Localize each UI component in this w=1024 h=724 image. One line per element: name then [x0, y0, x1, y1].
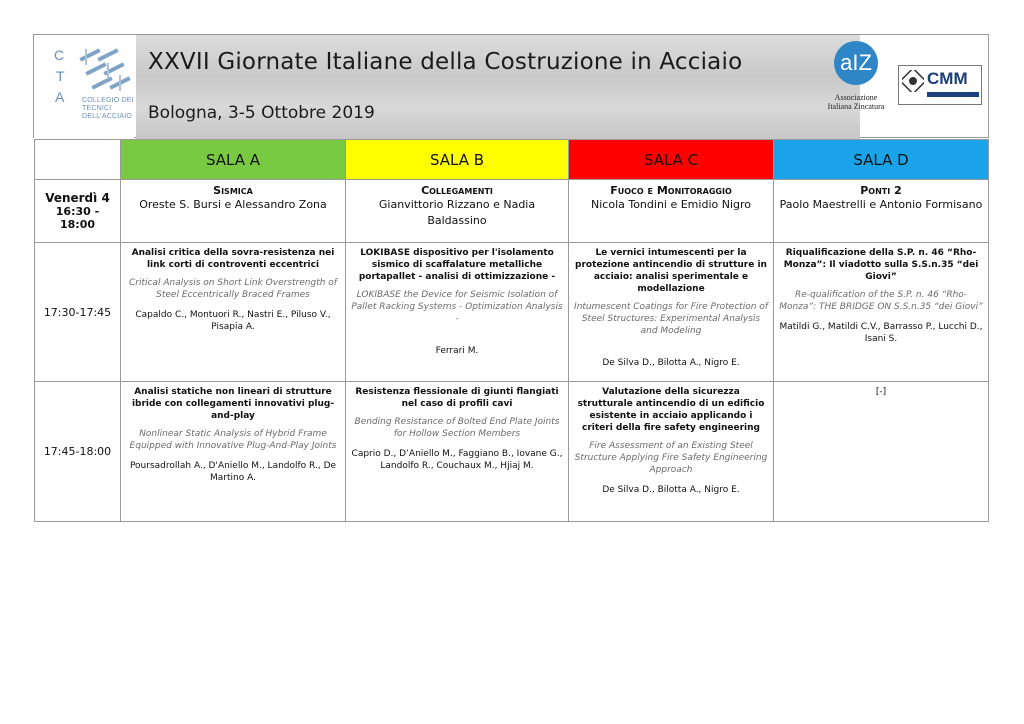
paper-english-title: LOKIBASE the Device for Seismic Isolation of Pallet Racking Systems - Optimization Analysis - — [351, 290, 563, 324]
corner-cell — [35, 140, 121, 180]
empty-slot-placeholder: [-] — [875, 387, 887, 397]
session-chairs: Paolo Maestrelli e Antonio Formisano — [779, 198, 983, 211]
paper-cell — [569, 382, 774, 522]
room-header-sala-c: SALA C — [569, 140, 774, 180]
time-slot-label: 17:45-18:00 — [35, 382, 121, 522]
schedule-table — [34, 139, 989, 522]
session-title: Ponti 2 — [860, 184, 902, 197]
paper-title: Resistenza flessionale di giunti flangiati nel caso di profili cavi — [355, 387, 559, 409]
session-title: Sismica — [213, 184, 253, 197]
session-cell-d — [774, 180, 989, 243]
conference-title: XXVII Giornate Italiane della Costruzione in Acciaio — [148, 49, 743, 75]
cmm-logo-text: CMM — [927, 69, 968, 88]
paper-english-title: Re-qualification of the S.P. n. 46 “Rho-Monza”: THE BRIDGE ON S.S.n.35 “dei Giovi” — [779, 290, 983, 312]
room-header-sala-a: SALA A — [121, 140, 346, 180]
paper-cell — [774, 243, 989, 382]
paper-title: Analisi critica della sovra-resistenza nei link corti di controventi eccentrici — [131, 248, 335, 270]
paper-authors: Matildi G., Matildi C.V., Barrasso P., Lucchi D., Isani S. — [779, 322, 983, 344]
paper-english-title: Bending Resistance of Bolted End Plate Joints for Hollow Section Members — [354, 417, 560, 439]
cta-letter-c: C — [54, 47, 65, 63]
session-title: Fuoco e Monitoraggio — [610, 184, 732, 197]
conference-header — [33, 34, 989, 138]
session-cell-b — [346, 180, 569, 243]
paper-title: Valutazione della sicurezza strutturale antincendio di un edificio esistente in acciaio applicando i criteri della fire safety engineering — [577, 387, 765, 433]
cmm-logo — [898, 65, 982, 105]
cta-letter-a: A — [55, 89, 65, 105]
aiz-logo — [824, 39, 884, 135]
paper-title: LOKIBASE dispositivo per l'isolamento sismico di scaffalature metalliche portapallet - analisi di ottimizzazione - — [358, 248, 556, 282]
paper-english-title: Intumescent Coatings for Fire Protection of Steel Structures: Experimental Analysis and Modeling — [574, 302, 768, 336]
session-chairs: Oreste S. Bursi e Alessandro Zona — [139, 198, 327, 211]
day-label: Venerdì 4 — [45, 191, 110, 205]
aiz-name: Associazione Italiana Zincatura — [827, 93, 885, 111]
aiz-logo-mark: aIZ — [834, 41, 878, 85]
time-slot-row — [35, 382, 989, 522]
paper-authors: Caprio D., D’Aniello M., Faggiano B., Iovane G., Landolfo R., Couchaux M., Hjiaj M. — [351, 449, 563, 471]
paper-title: Le vernici intumescenti per la protezione antincendio di strutture in acciaio: analisi sperimentale e modellazione — [575, 248, 767, 294]
title-banner — [136, 35, 860, 139]
paper-cell — [346, 243, 569, 382]
rooms-header-row — [35, 140, 989, 180]
paper-cell — [121, 243, 346, 382]
paper-english-title: Critical Analysis on Short Link Overstrength of Steel Eccentrically Braced Frames — [129, 278, 337, 300]
session-cell-a — [121, 180, 346, 243]
paper-authors: Ferrari M. — [435, 346, 479, 356]
cmm-emblem-icon — [902, 70, 924, 92]
session-title: Collegamenti — [421, 184, 493, 197]
session-cell-c — [569, 180, 774, 243]
paper-cell — [346, 382, 569, 522]
paper-cell — [569, 243, 774, 382]
paper-title: Analisi statiche non lineari di strutture ibride con collegamenti innovativi plug-and-play — [131, 387, 335, 421]
cta-logo — [34, 35, 134, 139]
paper-authors: De Silva D., Bilotta A., Nigro E. — [602, 358, 740, 368]
time-slot-row — [35, 243, 989, 382]
day-cell — [35, 180, 121, 243]
conference-location-date: Bologna, 3-5 Ottobre 2019 — [148, 103, 375, 123]
session-row — [35, 180, 989, 243]
room-header-sala-b: SALA B — [346, 140, 569, 180]
cmm-strip — [927, 92, 979, 97]
room-header-sala-d: SALA D — [774, 140, 989, 180]
cta-beams-icon — [78, 45, 134, 97]
cta-letter-t: T — [56, 68, 65, 84]
paper-cell — [121, 382, 346, 522]
paper-authors: Poursadrollah A., D'Aniello M., Landolfo R., De Martino A. — [129, 461, 337, 483]
paper-cell-empty — [774, 382, 989, 522]
time-slot-label: 17:30-17:45 — [35, 243, 121, 382]
paper-english-title: Fire Assessment of an Existing Steel Structure Applying Fire Safety Engineering Approach — [574, 441, 768, 475]
paper-title: Riqualificazione della S.P. n. 46 “Rho-Monza”: Il viadotto sulla S.S.n.35 “dei Giovi” — [783, 248, 979, 282]
paper-authors: Capaldo C., Montuori R., Nastri E., Piluso V., Pisapia A. — [135, 310, 331, 332]
session-chairs: Nicola Tondini e Emidio Nigro — [591, 198, 751, 211]
cta-name: COLLEGIO DEI TECNICI DELL'ACCIAIO — [82, 97, 134, 120]
paper-authors: De Silva D., Bilotta A., Nigro E. — [602, 485, 740, 495]
day-time: 16:30 - 18:00 — [55, 205, 100, 231]
paper-english-title: Nonlinear Static Analysis of Hybrid Frame Equipped with Innovative Plug-And-Play Joints — [129, 429, 337, 451]
session-chairs: Gianvittorio Rizzano e Nadia Baldassino — [378, 198, 536, 227]
